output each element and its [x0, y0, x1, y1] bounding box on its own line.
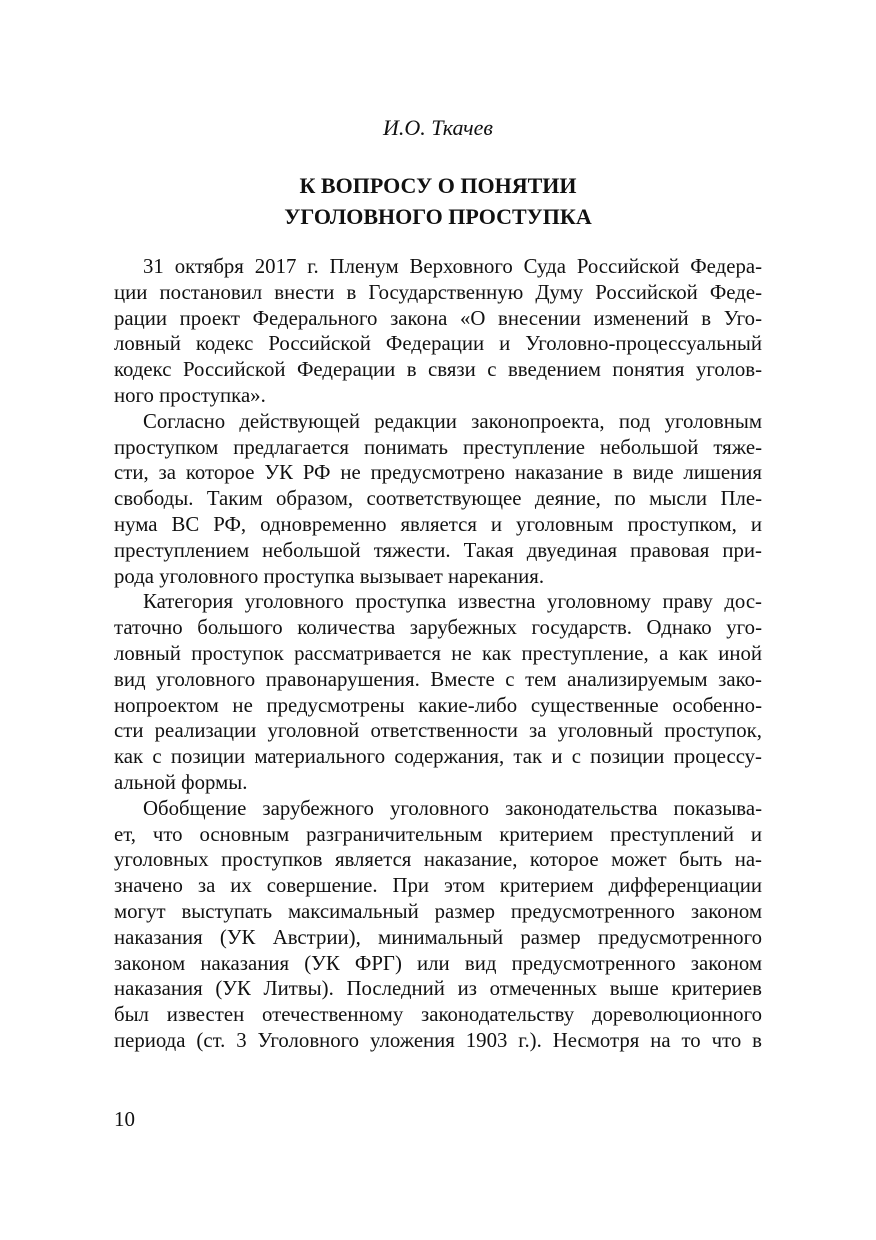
text-line: ловный кодекс Российской Федерации и Уголовно-процессуальный	[114, 332, 762, 356]
text-line: таточно большого количества зарубежных государств. Однако уго-	[114, 616, 762, 640]
text-line: ет, что основным разграничительным критерием преступлений и	[114, 822, 762, 846]
text-line: нума ВС РФ, одновременно является и уголовным проступком, и	[114, 512, 762, 536]
text-line: преступлением небольшой тяжести. Такая двуединая правовая при-	[114, 538, 762, 562]
article-title	[0, 170, 876, 232]
text-line: законом наказания (УК ФРГ) или вид предусмотренного законом	[114, 951, 762, 975]
text-line: вид уголовного правонарушения. Вместе с тем анализируемым зако-	[114, 667, 762, 691]
paragraph	[114, 589, 762, 795]
title-line-1: К ВОПРОСУ О ПОНЯТИИ	[299, 173, 577, 198]
paragraph	[114, 409, 762, 590]
text-line: уголовных проступков является наказание, которое может быть на-	[114, 848, 762, 872]
text-line: периода (ст. 3 Уголовного уложения 1903 г.). Несмотря на то что в	[114, 1028, 762, 1052]
text-line: Категория уголовного проступка известна уголовному праву дос-	[143, 590, 762, 614]
paragraph	[114, 254, 762, 409]
text-line: Согласно действующей редакции законопроекта, под уголовным	[143, 409, 762, 433]
text-line: ного проступка».	[114, 383, 266, 407]
text-line: как с позиции материального содержания, так и с позиции процессу-	[114, 745, 762, 769]
text-line: рации проект Федерального закона «О внесении изменений в Уго-	[114, 306, 762, 330]
text-line: сти, за которое УК РФ не предусмотрено наказание в виде лишения	[114, 461, 762, 485]
text-line: наказания (УК Литвы). Последний из отмеченных выше критериев	[114, 977, 762, 1001]
text-line: проступком предлагается понимать преступление небольшой тяже-	[114, 435, 762, 459]
page-number: 10	[114, 1107, 135, 1131]
text-line: ловный проступок рассматривается не как преступление, а как иной	[114, 641, 762, 665]
text-line: нопроектом не предусмотрены какие-либо существенные особенно-	[114, 693, 762, 717]
text-line: 31 октября 2017 г. Пленум Верховного Суда Российской Федера-	[143, 255, 762, 278]
text-line: свободы. Таким образом, соответствующее деяние, по мысли Пле-	[114, 487, 762, 511]
article-body	[114, 254, 762, 1054]
text-line: был известен отечественному законодательству дореволюционного	[114, 1003, 762, 1027]
text-line: значено за их совершение. При этом критерием дифференциации	[114, 874, 762, 898]
text-line: рода уголовного проступка вызывает нарекания.	[114, 564, 545, 588]
text-line: сти реализации уголовной ответственности за уголовный проступок,	[114, 719, 762, 743]
title-line-2: УГОЛОВНОГО ПРОСТУПКА	[284, 204, 592, 229]
author-name: И.О. Ткачев	[383, 115, 493, 140]
text-line: альной формы.	[114, 770, 248, 794]
text-line: кодекс Российской Федерации в связи с введением понятия уголов-	[114, 358, 762, 382]
paragraph	[114, 796, 762, 1054]
text-line: Обобщение зарубежного уголовного законодательства показыва-	[143, 796, 762, 820]
text-line: могут выступать максимальный размер предусмотренного законом	[114, 899, 762, 923]
text-line: ции постановил внести в Государственную Думу Российской Феде-	[114, 280, 762, 304]
text-line: наказания (УК Австрии), минимальный размер предусмотренного	[114, 925, 762, 949]
